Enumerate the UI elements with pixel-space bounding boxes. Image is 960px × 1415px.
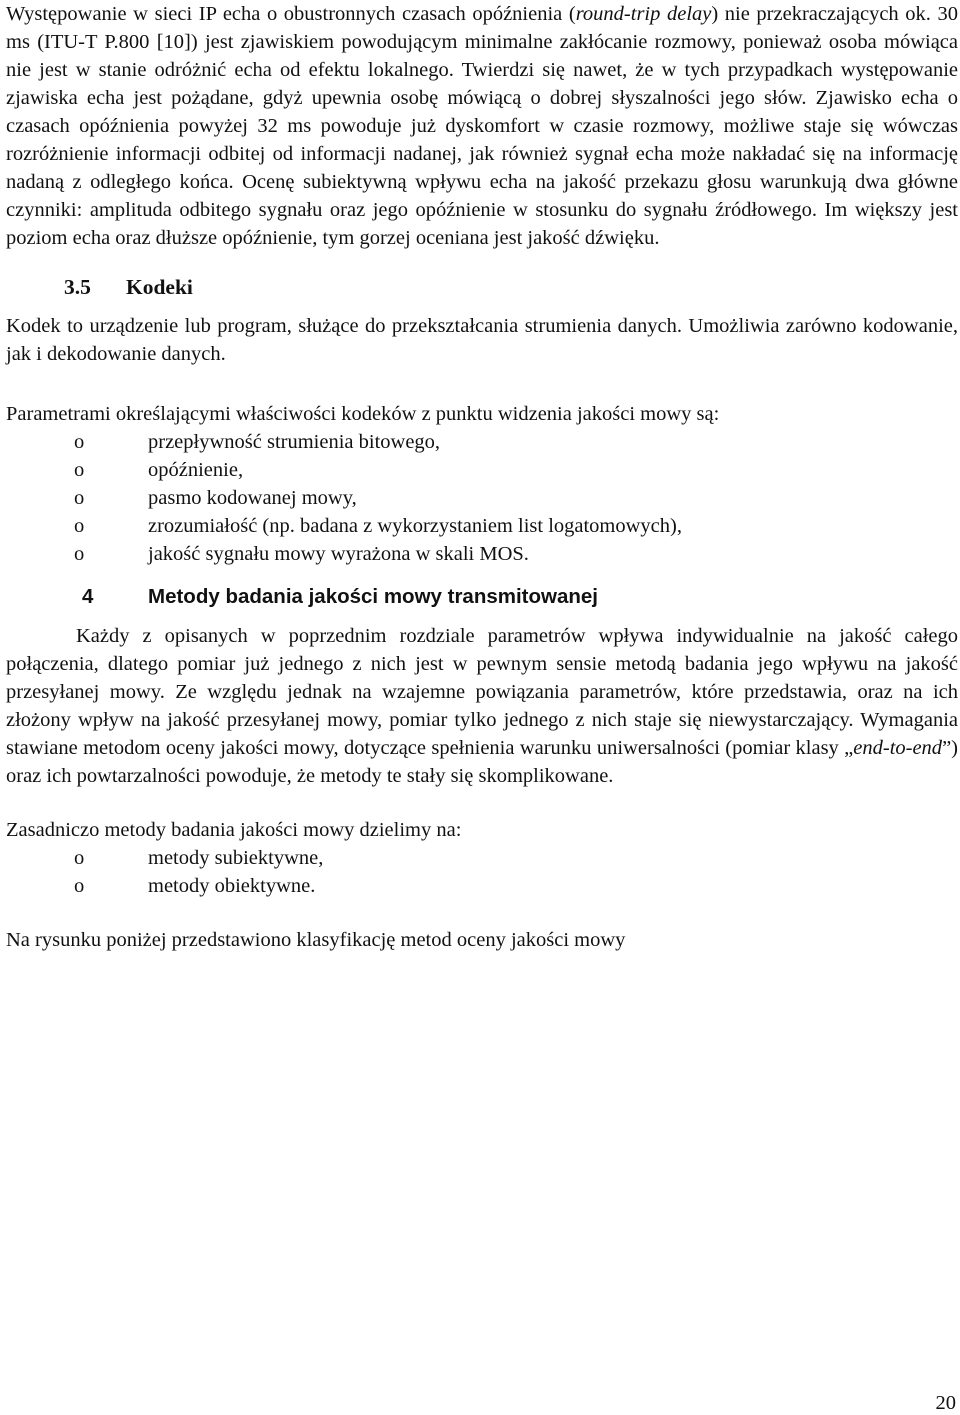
list-item — [6, 456, 958, 484]
section-heading-3-5 — [6, 272, 958, 302]
echo-text-italic: round-trip delay — [575, 3, 712, 25]
list-item-text: pasmo kodowanej mowy, — [148, 487, 357, 509]
paragraph-methods-intro — [6, 622, 958, 790]
codec-parameter-list — [6, 428, 958, 568]
bullet-marker: o — [74, 515, 85, 537]
echo-text-2: ) nie przekraczających ok. 30 ms (ITU-T P.800 [10]) jest zjawiskiem powodującym minimalne zakłócanie rozmowy, ponieważ osoba mówiąca nie jest w stanie odróżnić echa od efektu lokalnego. Twierdzi się nawet, że w tych przypadkach występowanie zjawiska echa jest pożądane, gdyż upewnia osobę mówiącą o dobrej słyszalności jego słów. Zjawisko echa o czasach opóźnienia powyżej 32 ms powoduje już dyskomfort w czasie rozmowy, możliwe staje się wówczas rozróżnienie informacji odbitej od informacji nadanej, jak również sygnał echa może nakładać się na informację nadaną z odległego końca. Ocenę subiektywną wpływu echa na jakość przekazu głosu warunkują dwa główne czynniki: amplituda odbitego sygnału oraz jego opóźnienie w stosunku do sygnału źródłowego. Im większy jest poziom echa oraz dłuższe opóźnienie, tym gorzej oceniana jest jakość dźwięku. — [6, 3, 958, 249]
paragraph-methods-division: Zasadniczo metody badania jakości mowy dzielimy na: — [6, 819, 462, 841]
bullet-marker: o — [74, 459, 85, 481]
methods-text-1: Każdy z opisanych w poprzednim rozdziale parametrów wpływa indywidualnie na jakość całego połączenia, dlatego pomiar już jednego z nich jest w pewnym sensie metodą badania jego wpływu na jakość przesyłanej mowy. Ze względu jednak na wzajemne powiązania parametrów, które przedstawia, oraz na ich złożony wpływ na jakość przesyłanej mowy, pomiar tylko jednego z nich staje się niewystarczający. Wymagania stawiane metodom oceny jakości mowy, dotyczące spełnienia warunku uniwersalności (pomiar klasy „ — [6, 625, 958, 759]
section-title: Kodeki — [126, 275, 193, 299]
list-item — [6, 484, 958, 512]
bullet-marker: o — [74, 487, 85, 509]
echo-text-1: Występowanie w sieci IP echa o obustronnych czasach opóźnienia ( — [6, 3, 576, 25]
section-title: Metody badania jakości mowy transmitowanej — [148, 585, 598, 608]
bullet-marker: o — [74, 543, 85, 565]
section-number: 3.5 — [64, 275, 91, 299]
list-item-text: jakość sygnału mowy wyrażona w skali MOS. — [148, 543, 529, 565]
list-item-text: przepływność strumienia bitowego, — [148, 431, 441, 453]
list-item — [6, 540, 958, 568]
list-item — [6, 428, 958, 456]
methods-list — [6, 844, 958, 900]
methods-text-italic: end-to-end — [853, 737, 943, 759]
paragraph-codec-parameters: Parametrami określającymi właściwości kodeków z punktu widzenia jakości mowy są: — [6, 403, 720, 425]
paragraph-codec-definition: Kodek to urządzenie lub program, służące do przekształcania strumienia danych. Umożliwia zarówno kodowanie, jak i dekodowanie danych. — [6, 315, 958, 365]
bullet-marker: o — [74, 431, 85, 453]
list-item-text: zrozumiałość (np. badana z wykorzystaniem list logatomowych), — [148, 515, 682, 537]
list-item — [6, 512, 958, 540]
list-item — [6, 872, 958, 900]
paragraph-echo — [6, 0, 958, 252]
list-item-text: opóźnienie, — [148, 459, 244, 481]
bullet-marker: o — [74, 847, 85, 869]
list-item-text: metody obiektywne. — [148, 875, 316, 897]
section-heading-4 — [6, 582, 958, 612]
section-number: 4 — [82, 585, 94, 608]
paragraph-figure-reference: Na rysunku poniżej przedstawiono klasyfikację metod oceny jakości mowy — [6, 929, 626, 951]
methods-text-2: ”) oraz ich powtarzalności powoduje, że metody te stały się skomplikowane. — [6, 737, 958, 787]
bullet-marker: o — [74, 875, 85, 897]
list-item-text: metody subiektywne, — [148, 847, 324, 869]
page-number: 20 — [935, 1392, 956, 1414]
list-item — [6, 844, 958, 872]
document-page — [6, 0, 958, 954]
